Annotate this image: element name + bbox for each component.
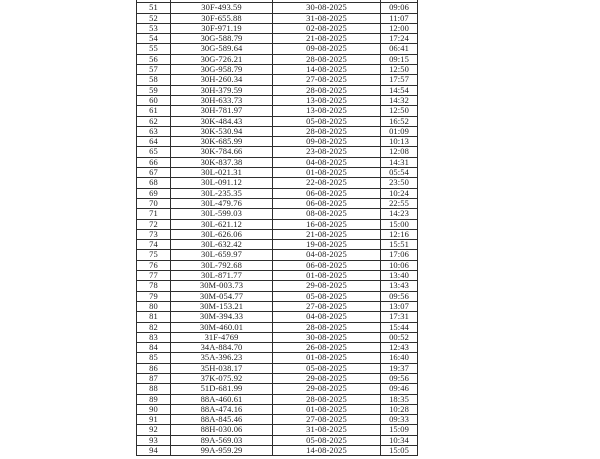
date-cell: 21-08-2025 bbox=[273, 229, 381, 239]
time-cell: 13:43 bbox=[381, 281, 418, 291]
table-row bbox=[137, 404, 418, 414]
row-number-cell: 66 bbox=[137, 157, 171, 167]
row-number-cell: 79 bbox=[137, 291, 171, 301]
plate-id-cell: 88A-474.16 bbox=[171, 404, 273, 414]
date-cell: 31-08-2025 bbox=[273, 425, 381, 435]
time-cell: 12:50 bbox=[381, 65, 418, 75]
plate-id-cell: 30H-379.59 bbox=[171, 85, 273, 95]
plate-id-cell: 31F-4769 bbox=[171, 332, 273, 342]
date-cell: 09-08-2025 bbox=[273, 44, 381, 54]
row-number-cell: 52 bbox=[137, 13, 171, 23]
table-row bbox=[137, 34, 418, 44]
row-number-cell: 88 bbox=[137, 384, 171, 394]
row-number-cell: 76 bbox=[137, 260, 171, 270]
row-number-cell: 69 bbox=[137, 188, 171, 198]
row-number-cell: 87 bbox=[137, 373, 171, 383]
plate-id-cell: 37K-075.92 bbox=[171, 373, 273, 383]
row-number-cell: 56 bbox=[137, 54, 171, 64]
plate-id-cell: 30F-493.59 bbox=[171, 3, 273, 13]
plate-id-cell: 35A-396.23 bbox=[171, 353, 273, 363]
table-row bbox=[137, 363, 418, 373]
table-row bbox=[137, 384, 418, 394]
date-cell: 30-08-2025 bbox=[273, 332, 381, 342]
table-row bbox=[137, 415, 418, 425]
row-number-cell: 60 bbox=[137, 95, 171, 105]
time-cell: 12:00 bbox=[381, 23, 418, 33]
time-cell: 17:24 bbox=[381, 34, 418, 44]
time-cell: 12:16 bbox=[381, 229, 418, 239]
date-cell: 06-08-2025 bbox=[273, 188, 381, 198]
date-cell: 05-08-2025 bbox=[273, 291, 381, 301]
date-cell: 28-08-2025 bbox=[273, 54, 381, 64]
row-number-cell: 61 bbox=[137, 106, 171, 116]
time-cell: 17:57 bbox=[381, 75, 418, 85]
plate-id-cell: 30L-632.42 bbox=[171, 240, 273, 250]
table-row bbox=[137, 229, 418, 239]
time-cell: 23:50 bbox=[381, 178, 418, 188]
date-cell: 27-08-2025 bbox=[273, 75, 381, 85]
row-number-cell: 64 bbox=[137, 137, 171, 147]
time-cell: 05:54 bbox=[381, 168, 418, 178]
row-number-cell: 53 bbox=[137, 23, 171, 33]
table-row bbox=[137, 425, 418, 435]
row-number-cell: 85 bbox=[137, 353, 171, 363]
plate-id-cell: 30L-235.35 bbox=[171, 188, 273, 198]
row-number-cell: 73 bbox=[137, 229, 171, 239]
time-cell: 14:23 bbox=[381, 209, 418, 219]
date-cell: 23-08-2025 bbox=[273, 147, 381, 157]
time-cell: 15:05 bbox=[381, 446, 418, 456]
time-cell: 10:13 bbox=[381, 137, 418, 147]
table-row bbox=[137, 168, 418, 178]
plate-id-cell: 30L-621.12 bbox=[171, 219, 273, 229]
plate-id-cell: 30L-091.12 bbox=[171, 178, 273, 188]
time-cell: 15:51 bbox=[381, 240, 418, 250]
table-row bbox=[137, 3, 418, 13]
date-cell: 04-08-2025 bbox=[273, 312, 381, 322]
plate-id-cell: 89A-569.03 bbox=[171, 435, 273, 445]
plate-id-cell: 30K-685.99 bbox=[171, 137, 273, 147]
plate-id-cell: 30L-599.03 bbox=[171, 209, 273, 219]
plate-id-cell: 30F-655.88 bbox=[171, 13, 273, 23]
plate-id-cell: 30H-781.97 bbox=[171, 106, 273, 116]
row-number-cell: 70 bbox=[137, 198, 171, 208]
date-cell: 01-08-2025 bbox=[273, 353, 381, 363]
time-cell: 12:43 bbox=[381, 343, 418, 353]
table-row bbox=[137, 85, 418, 95]
plate-id-cell: 30G-589.64 bbox=[171, 44, 273, 54]
time-cell: 15:09 bbox=[381, 425, 418, 435]
table-row bbox=[137, 281, 418, 291]
time-cell: 19:37 bbox=[381, 363, 418, 373]
table-row bbox=[137, 260, 418, 270]
plate-id-cell: 99A-959.29 bbox=[171, 446, 273, 456]
table-row bbox=[137, 126, 418, 136]
table-row bbox=[137, 188, 418, 198]
row-number-cell: 72 bbox=[137, 219, 171, 229]
plate-id-cell: 88A-460.61 bbox=[171, 394, 273, 404]
plate-id-cell: 35H-038.17 bbox=[171, 363, 273, 373]
time-cell: 18:35 bbox=[381, 394, 418, 404]
table-row bbox=[137, 353, 418, 363]
date-cell: 19-08-2025 bbox=[273, 240, 381, 250]
plate-id-cell: 30K-784.66 bbox=[171, 147, 273, 157]
time-cell: 01:09 bbox=[381, 126, 418, 136]
plate-id-cell: 30G-726.21 bbox=[171, 54, 273, 64]
table-row bbox=[137, 219, 418, 229]
row-number-cell: 63 bbox=[137, 126, 171, 136]
table-row bbox=[137, 394, 418, 404]
date-cell: 06-08-2025 bbox=[273, 260, 381, 270]
date-cell: 27-08-2025 bbox=[273, 415, 381, 425]
time-cell: 14:54 bbox=[381, 85, 418, 95]
time-cell: 13:40 bbox=[381, 271, 418, 281]
row-number-cell: 51 bbox=[137, 3, 171, 13]
time-cell: 10:34 bbox=[381, 435, 418, 445]
time-cell: 17:06 bbox=[381, 250, 418, 260]
plate-id-cell: 30L-021.31 bbox=[171, 168, 273, 178]
time-cell: 16:52 bbox=[381, 116, 418, 126]
row-number-cell: 74 bbox=[137, 240, 171, 250]
time-cell: 16:40 bbox=[381, 353, 418, 363]
table-row bbox=[137, 322, 418, 332]
row-number-cell: 67 bbox=[137, 168, 171, 178]
plate-id-cell: 88H-030.06 bbox=[171, 425, 273, 435]
plate-id-cell: 30L-659.97 bbox=[171, 250, 273, 260]
row-number-cell: 81 bbox=[137, 312, 171, 322]
plate-id-cell: 30F-971.19 bbox=[171, 23, 273, 33]
date-cell: 13-08-2025 bbox=[273, 106, 381, 116]
plate-id-cell: 30M-003.73 bbox=[171, 281, 273, 291]
row-number-cell: 65 bbox=[137, 147, 171, 157]
date-cell: 01-08-2025 bbox=[273, 271, 381, 281]
plate-id-cell: 30K-484.43 bbox=[171, 116, 273, 126]
row-number-cell: 62 bbox=[137, 116, 171, 126]
date-cell: 06-08-2025 bbox=[273, 198, 381, 208]
table-row bbox=[137, 106, 418, 116]
row-number-cell: 54 bbox=[137, 34, 171, 44]
plate-id-cell: 30H-260.34 bbox=[171, 75, 273, 85]
time-cell: 14:32 bbox=[381, 95, 418, 105]
table-row bbox=[137, 157, 418, 167]
date-cell: 05-08-2025 bbox=[273, 363, 381, 373]
row-number-cell: 75 bbox=[137, 250, 171, 260]
row-number-cell: 94 bbox=[137, 446, 171, 456]
time-cell: 09:56 bbox=[381, 373, 418, 383]
row-number-cell: 83 bbox=[137, 332, 171, 342]
time-cell: 12:08 bbox=[381, 147, 418, 157]
plate-id-cell: 30L-792.68 bbox=[171, 260, 273, 270]
row-number-cell: 58 bbox=[137, 75, 171, 85]
time-cell: 17:31 bbox=[381, 312, 418, 322]
row-number-cell: 68 bbox=[137, 178, 171, 188]
row-number-cell: 80 bbox=[137, 301, 171, 311]
date-cell: 29-08-2025 bbox=[273, 384, 381, 394]
row-number-cell: 86 bbox=[137, 363, 171, 373]
time-cell: 00:52 bbox=[381, 332, 418, 342]
records-table-body bbox=[137, 0, 418, 456]
date-cell: 29-08-2025 bbox=[273, 373, 381, 383]
time-cell: 13:07 bbox=[381, 301, 418, 311]
row-number-cell: 59 bbox=[137, 85, 171, 95]
table-row bbox=[137, 23, 418, 33]
date-cell: 04-08-2025 bbox=[273, 250, 381, 260]
table-row bbox=[137, 178, 418, 188]
time-cell: 14:31 bbox=[381, 157, 418, 167]
date-cell: 08-08-2025 bbox=[273, 209, 381, 219]
table-row bbox=[137, 65, 418, 75]
time-cell: 09:56 bbox=[381, 291, 418, 301]
row-number-cell: 90 bbox=[137, 404, 171, 414]
row-number-cell: 84 bbox=[137, 343, 171, 353]
plate-id-cell: 30K-837.38 bbox=[171, 157, 273, 167]
time-cell: 09:46 bbox=[381, 384, 418, 394]
time-cell: 09:15 bbox=[381, 54, 418, 64]
date-cell: 31-08-2025 bbox=[273, 13, 381, 23]
time-cell: 10:28 bbox=[381, 404, 418, 414]
date-cell: 13-08-2025 bbox=[273, 95, 381, 105]
row-number-cell: 89 bbox=[137, 394, 171, 404]
table-row bbox=[137, 343, 418, 353]
table-row bbox=[137, 209, 418, 219]
plate-id-cell: 30L-479.76 bbox=[171, 198, 273, 208]
plate-id-cell: 30M-394.33 bbox=[171, 312, 273, 322]
table-row bbox=[137, 446, 418, 456]
date-cell: 28-08-2025 bbox=[273, 85, 381, 95]
plate-id-cell: 30L-626.06 bbox=[171, 229, 273, 239]
table-row bbox=[137, 44, 418, 54]
date-cell: 28-08-2025 bbox=[273, 394, 381, 404]
date-cell: 29-08-2025 bbox=[273, 281, 381, 291]
time-cell: 10:24 bbox=[381, 188, 418, 198]
plate-id-cell: 30M-054.77 bbox=[171, 291, 273, 301]
row-number-cell: 78 bbox=[137, 281, 171, 291]
row-number-cell: 93 bbox=[137, 435, 171, 445]
date-cell: 14-08-2025 bbox=[273, 446, 381, 456]
table-row bbox=[137, 13, 418, 23]
records-table bbox=[136, 0, 418, 456]
date-cell: 16-08-2025 bbox=[273, 219, 381, 229]
time-cell: 22:55 bbox=[381, 198, 418, 208]
table-row bbox=[137, 301, 418, 311]
table-row bbox=[137, 137, 418, 147]
table-row bbox=[137, 240, 418, 250]
plate-id-cell: 51D-681.99 bbox=[171, 384, 273, 394]
table-row bbox=[137, 250, 418, 260]
row-number-cell: 55 bbox=[137, 44, 171, 54]
date-cell: 05-08-2025 bbox=[273, 435, 381, 445]
date-cell: 09-08-2025 bbox=[273, 137, 381, 147]
date-cell: 01-08-2025 bbox=[273, 168, 381, 178]
time-cell: 12:50 bbox=[381, 106, 418, 116]
date-cell: 05-08-2025 bbox=[273, 116, 381, 126]
date-cell: 14-08-2025 bbox=[273, 65, 381, 75]
plate-id-cell: 30G-588.79 bbox=[171, 34, 273, 44]
table-row bbox=[137, 271, 418, 281]
row-number-cell: 57 bbox=[137, 65, 171, 75]
plate-id-cell: 30M-460.01 bbox=[171, 322, 273, 332]
date-cell: 30-08-2025 bbox=[273, 3, 381, 13]
time-cell: 10:06 bbox=[381, 260, 418, 270]
date-cell: 26-08-2025 bbox=[273, 343, 381, 353]
table-row bbox=[137, 75, 418, 85]
plate-id-cell: 88A-845.46 bbox=[171, 415, 273, 425]
plate-id-cell: 30L-871.77 bbox=[171, 271, 273, 281]
date-cell: 04-08-2025 bbox=[273, 157, 381, 167]
date-cell: 21-08-2025 bbox=[273, 34, 381, 44]
date-cell: 02-08-2025 bbox=[273, 23, 381, 33]
plate-id-cell: 34A-884.70 bbox=[171, 343, 273, 353]
time-cell: 11:07 bbox=[381, 13, 418, 23]
date-cell: 28-08-2025 bbox=[273, 322, 381, 332]
table-row bbox=[137, 373, 418, 383]
time-cell: 15:44 bbox=[381, 322, 418, 332]
plate-id-cell: 30M-153.21 bbox=[171, 301, 273, 311]
date-cell: 28-08-2025 bbox=[273, 126, 381, 136]
date-cell: 27-08-2025 bbox=[273, 301, 381, 311]
plate-id-cell: 30H-633.73 bbox=[171, 95, 273, 105]
table-row bbox=[137, 332, 418, 342]
table-row bbox=[137, 291, 418, 301]
row-number-cell: 82 bbox=[137, 322, 171, 332]
row-number-cell: 71 bbox=[137, 209, 171, 219]
row-number-cell: 92 bbox=[137, 425, 171, 435]
time-cell: 09:06 bbox=[381, 3, 418, 13]
table-row bbox=[137, 312, 418, 322]
time-cell: 09:33 bbox=[381, 415, 418, 425]
date-cell: 22-08-2025 bbox=[273, 178, 381, 188]
table-row bbox=[137, 435, 418, 445]
date-cell: 01-08-2025 bbox=[273, 404, 381, 414]
row-number-cell: 91 bbox=[137, 415, 171, 425]
time-cell: 06:41 bbox=[381, 44, 418, 54]
table-row bbox=[137, 147, 418, 157]
plate-id-cell: 30G-958.79 bbox=[171, 65, 273, 75]
table-row bbox=[137, 54, 418, 64]
table-row bbox=[137, 198, 418, 208]
time-cell: 15:00 bbox=[381, 219, 418, 229]
plate-id-cell: 30K-530.94 bbox=[171, 126, 273, 136]
table-row bbox=[137, 95, 418, 105]
table-row bbox=[137, 116, 418, 126]
row-number-cell: 77 bbox=[137, 271, 171, 281]
